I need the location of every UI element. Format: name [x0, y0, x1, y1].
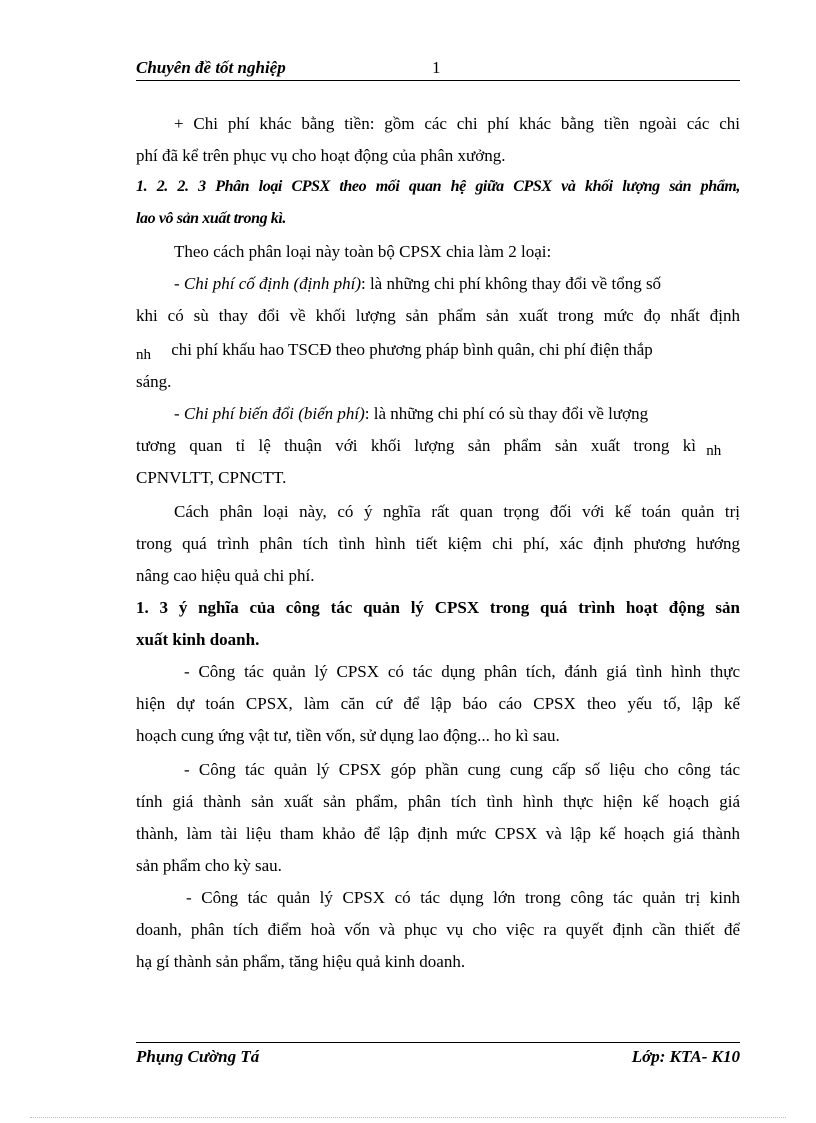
paragraph-line: + Chi phí khác bằng tiền: gồm các chi phí khác bằng tiền ngoài các chi: [174, 114, 740, 133]
paragraph-line: sản phẩm cho kỳ sau.: [136, 856, 282, 875]
footer-class: Lớp: KTA- K10: [631, 1047, 740, 1066]
paragraph-line: hiện dự toán CPSX, làm căn cứ để lập báo cáo CPSX theo yếu tố, lập kế: [136, 694, 740, 713]
section-heading: lao vô sản xuất trong kì.: [136, 210, 287, 227]
paragraph-line: sáng.: [136, 372, 172, 391]
footer-author: Phụng Cường Tá: [136, 1047, 260, 1066]
paragraph-text: chi phí khấu hao TSCĐ theo phương pháp bình quân, chi phí điện thắp: [171, 340, 653, 359]
paragraph-text: : là những chi phí không thay đổi về tổng số: [360, 274, 662, 293]
paragraph-line: [136, 274, 740, 294]
paragraph-line: [136, 340, 740, 363]
paragraph-line: nâng cao hiệu quả chi phí.: [136, 566, 315, 585]
term-fixed-cost: - Chi phí cố định (định phí): [174, 274, 361, 293]
paragraph-line: - Công tác quản lý CPSX có tác dụng lớn trong công tác quản trị kinh: [186, 888, 740, 907]
paragraph-line: thành, làm tài liệu tham khảo để lập định mức CPSX và lập kế hoạch giá thành: [136, 824, 740, 843]
section-heading: 1. 3 ý nghĩa của công tác quản lý CPSX trong quá trình hoạt động sản: [136, 598, 740, 617]
paragraph-line: - Công tác quản lý CPSX góp phần cung cung cấp số liệu cho công tác: [184, 760, 740, 779]
paragraph-line: trong quá trình phân tích tình hình tiết kiệm chi phí, xác định phương hướng: [136, 534, 740, 553]
page-edge-divider: [30, 1117, 786, 1118]
paragraph-line: tính giá thành sản xuất sản phẩm, phân tích tình hình thực hiện kế hoạch giá: [136, 792, 740, 811]
page-header: [136, 58, 740, 81]
page-number: 1: [432, 58, 441, 77]
page-footer: [136, 1042, 740, 1073]
paragraph-line: doanh, phân tích điểm hoà vốn và phục vụ cho việc ra quyết định cần thiết để: [136, 920, 740, 939]
term-variable-cost: - Chi phí biến đổi (biến phí): [174, 404, 365, 423]
paragraph-line: - Công tác quản lý CPSX có tác dụng phân tích, đánh giá tình hình thực: [184, 662, 740, 681]
paragraph-line: hoạch cung ứng vật tư, tiền vốn, sử dụng lao động... ho kì sau.: [136, 726, 560, 745]
note-fragment: nh: [706, 443, 722, 459]
paragraph-line: hạ gí thành sản phẩm, tăng hiệu quả kinh doanh.: [136, 952, 466, 971]
paragraph-line: khi có sù thay đổi về khối lượng sản phẩm sản xuất trong mức đọ nhất định: [136, 306, 740, 325]
paragraph-text: : là những chi phí có sù thay đổi về lượng: [364, 404, 649, 423]
paragraph-line: phí đã kể trên phục vụ cho hoạt động của phân xưởng.: [136, 146, 506, 165]
header-title: Chuyên đề tốt nghiệp: [136, 58, 286, 77]
paragraph-line: [136, 436, 740, 459]
section-heading: 1. 2. 2. 3 Phân loại CPSX theo mối quan hệ giữa CPSX và khối lượng sản phẩm,: [136, 178, 740, 195]
paragraph-line: Theo cách phân loại này toàn bộ CPSX chia làm 2 loại:: [174, 242, 552, 261]
paragraph-line: [136, 404, 740, 424]
paragraph-line: CPNVLTT, CPNCTT.: [136, 468, 287, 487]
note-fragment: nh: [136, 347, 151, 363]
paragraph-line: Cách phân loại này, có ý nghĩa rất quan trọng đối với kế toán quản trị: [174, 502, 740, 521]
section-heading: xuất kinh doanh.: [136, 630, 260, 649]
paragraph-text: tương quan tỉ lệ thuận với khối lượng sản phẩm sản xuất trong kì: [136, 436, 696, 455]
